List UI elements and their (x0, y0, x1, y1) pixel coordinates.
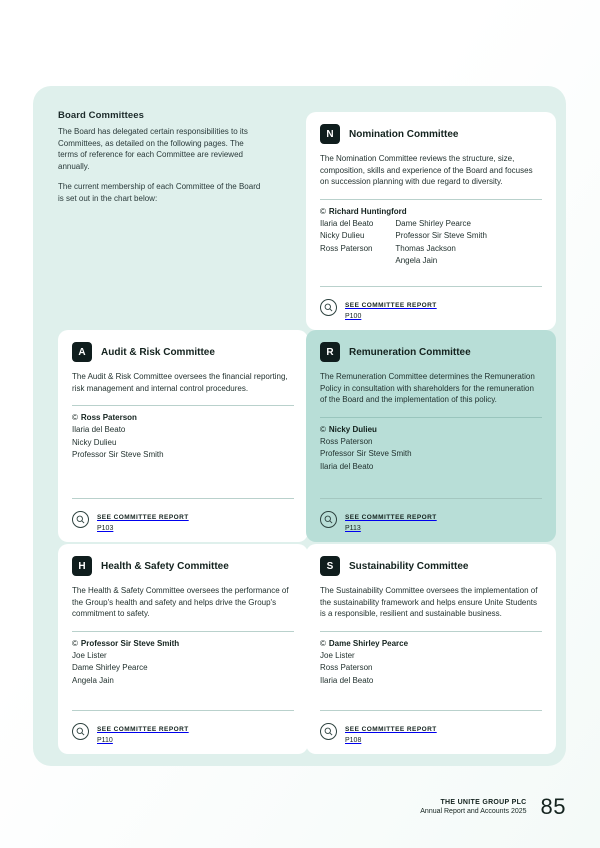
divider (320, 199, 542, 200)
committee-members (320, 436, 542, 474)
chair-symbol-icon: © (320, 638, 326, 648)
members-column-1 (320, 218, 373, 268)
committee-card-audit (58, 330, 308, 542)
committee-title: Health & Safety Committee (101, 560, 229, 572)
link-page-ref: P103 (97, 525, 114, 532)
committee-chair (320, 639, 542, 648)
committee-chair (320, 425, 542, 434)
committee-title: Nomination Committee (349, 128, 459, 140)
committee-chair (72, 639, 294, 648)
divider (320, 286, 542, 287)
committee-card-health-safety (58, 544, 308, 754)
list-item: Nicky Dulieu (320, 231, 365, 241)
list-item: Ross Paterson (320, 436, 373, 446)
committee-badge-icon: R (320, 342, 340, 362)
page-number: 85 (540, 794, 566, 819)
list-item: Ilaria del Beato (320, 675, 374, 685)
committee-description: The Sustainability Committee oversees the implementation of the sustainability framework and helps ensure Unite Students is a responsible, resilient and sustainable business. (320, 586, 538, 619)
link-text (345, 506, 437, 532)
link-label: SEE COMMITTEE REPORT (345, 302, 437, 309)
committee-title: Audit & Risk Committee (101, 346, 215, 358)
intro-block (58, 110, 263, 213)
committee-members (320, 218, 542, 268)
list-item: Angela Jain (72, 675, 114, 685)
list-item: Ilaria del Beato (320, 461, 374, 471)
page-footer (420, 794, 566, 820)
chair-symbol-icon: © (72, 638, 78, 648)
chair-name: Richard Huntingford (328, 206, 407, 216)
committee-badge-icon: S (320, 556, 340, 576)
list-item: Ross Paterson (320, 243, 373, 253)
search-icon (72, 511, 89, 528)
link-text (97, 506, 189, 532)
intro-paragraph-1: The Board has delegated certain responsibilities to its Committees, as detailed on the following pages. The terms of reference for each Committee are reviewed annually. (58, 127, 248, 171)
divider (320, 631, 542, 632)
committee-card-sustainability (306, 544, 556, 754)
link-page-ref: P110 (97, 737, 113, 744)
committee-title: Sustainability Committee (349, 560, 469, 572)
link-text (345, 718, 437, 744)
chair-symbol-icon: © (320, 424, 326, 434)
footer-text (420, 799, 526, 815)
list-item: Thomas Jackson (395, 243, 456, 253)
list-item: Ross Paterson (320, 663, 373, 673)
list-item: Professor Sir Steve Smith (72, 450, 164, 460)
list-item: Dame Shirley Pearce (395, 218, 471, 228)
chair-symbol-icon: © (320, 206, 326, 216)
divider (320, 417, 542, 418)
card-header (320, 124, 542, 144)
card-header (72, 556, 294, 576)
committee-members (72, 650, 294, 688)
committee-members (72, 424, 294, 462)
link-label: SEE COMMITTEE REPORT (345, 514, 437, 521)
search-icon (320, 299, 337, 316)
chair-name: Professor Sir Steve Smith (80, 638, 180, 648)
search-icon (320, 511, 337, 528)
intro-heading: Board Committees (58, 110, 145, 121)
link-page-ref: P108 (345, 737, 362, 744)
link-page-ref: P100 (345, 313, 362, 320)
footer-company: THE UNITE GROUP PLC (440, 799, 527, 806)
see-committee-report-link[interactable] (72, 506, 294, 532)
card-footer (320, 286, 542, 320)
see-committee-report-link[interactable] (72, 718, 294, 744)
card-footer (320, 498, 542, 532)
committee-badge-icon: N (320, 124, 340, 144)
divider (72, 405, 294, 406)
card-footer (72, 498, 294, 532)
members-column-1 (72, 424, 164, 462)
search-icon (72, 723, 89, 740)
chair-name: Ross Paterson (80, 413, 137, 423)
list-item: Professor Sir Steve Smith (320, 449, 412, 459)
link-page-ref: P113 (345, 525, 361, 532)
link-label: SEE COMMITTEE REPORT (97, 726, 189, 733)
committee-card-remuneration (306, 330, 556, 542)
see-committee-report-link[interactable] (320, 294, 542, 320)
committee-description: The Remuneration Committee determines the Remuneration Policy in consultation with shareholders for the remuneration of the Board and the implementation of this policy. (320, 372, 535, 405)
list-item: Joe Lister (320, 650, 355, 660)
list-item: Angela Jain (395, 256, 438, 266)
intro-paragraph-2: The current membership of each Committee of the Board is set out in the chart below: (58, 182, 261, 203)
divider (72, 631, 294, 632)
committee-card-nomination (306, 112, 556, 330)
card-footer (320, 710, 542, 744)
committee-chair (320, 207, 542, 216)
members-column-2 (395, 218, 487, 268)
list-item: Professor Sir Steve Smith (395, 231, 487, 241)
divider (72, 710, 294, 711)
committee-members (320, 650, 542, 688)
committee-description: The Nomination Committee reviews the structure, size, composition, skills and experience of the Board and focuses on succession planning with due regard to diversity. (320, 154, 533, 187)
footer-report: Annual Report and Accounts 2025 (420, 808, 527, 815)
card-header (72, 342, 294, 362)
members-column-1 (72, 650, 148, 688)
committee-description: The Health & Safety Committee oversees the performance of the Group's health and safety and helps drive the Group's commitment to safety. (72, 586, 289, 619)
link-label: SEE COMMITTEE REPORT (97, 514, 189, 521)
list-item: Nicky Dulieu (72, 437, 117, 447)
card-header (320, 556, 542, 576)
link-text (97, 718, 189, 744)
card-header (320, 342, 542, 362)
card-footer (72, 710, 294, 744)
chair-symbol-icon: © (72, 413, 78, 423)
committee-badge-icon: A (72, 342, 92, 362)
see-committee-report-link[interactable] (320, 718, 542, 744)
committee-chair (72, 413, 294, 422)
see-committee-report-link[interactable] (320, 506, 542, 532)
link-label: SEE COMMITTEE REPORT (345, 726, 437, 733)
committee-badge-icon: H (72, 556, 92, 576)
committee-description: The Audit & Risk Committee oversees the financial reporting, risk management and internal control procedures. (72, 372, 288, 393)
search-icon (320, 723, 337, 740)
committee-title: Remuneration Committee (349, 346, 471, 358)
divider (72, 498, 294, 499)
divider (320, 710, 542, 711)
list-item: Dame Shirley Pearce (72, 663, 148, 673)
chair-name: Nicky Dulieu (328, 424, 377, 434)
list-item: Joe Lister (72, 650, 107, 660)
link-text (345, 294, 437, 320)
members-column-1 (320, 650, 373, 688)
list-item: Ilaria del Beato (72, 425, 126, 435)
list-item: Ilaria del Beato (320, 218, 374, 228)
divider (320, 498, 542, 499)
chair-name: Dame Shirley Pearce (328, 638, 409, 648)
members-column-1 (320, 436, 412, 474)
